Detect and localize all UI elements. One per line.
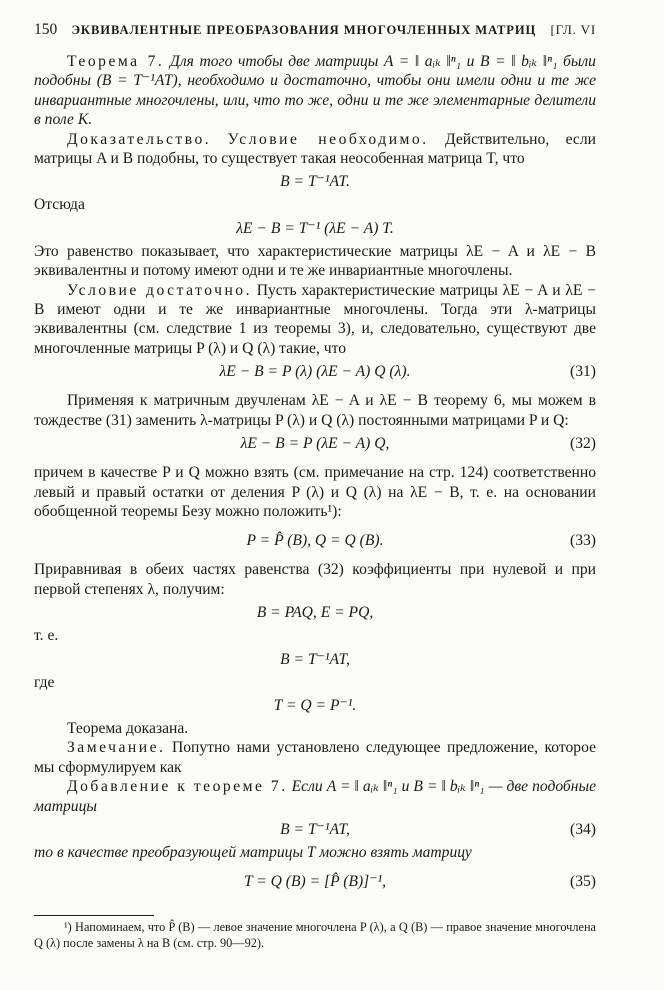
proof-paragraph-4: Применяя к матричным двучленам λE − A и λE − B теорему 6, мы можем в тождестве (31) заменить λ-матрицы P (λ) и Q (λ) постоянными матрицами P и Q: [34, 392, 596, 429]
book-page [34, 20, 596, 951]
footnote-rule [34, 915, 154, 916]
remark [34, 738, 596, 777]
equation-33: P = P̂ (B), Q = Q (B). (33) [34, 527, 596, 554]
proof-sufficiency [34, 281, 596, 359]
equation-te: B = T⁻¹AT, [280, 650, 350, 668]
equation-gde: T = Q = P⁻¹. [273, 696, 357, 714]
necessity-label: Условие необходимо. [227, 130, 429, 148]
addition-text-2: то в качестве преобразующей матрицы T можно взять матрицу [34, 843, 472, 861]
proof-paragraph-1: Действительно, если матрицы A и B подобны, то существует такая неособенная матрица T, что [34, 130, 596, 168]
equation-34: B = T⁻¹AT, (34) [34, 816, 596, 843]
proof-paragraph-5: причем в качестве P и Q можно взять (см. примечание на стр. 124) соответственно левый и правый остатки от деления P (λ) и Q (λ) на λE − B, т. е. на основании обобщенной теоремы Безу можно положить¹): [34, 464, 596, 520]
equation-32: λE − B = P (λE − A) Q, (32) [34, 430, 596, 457]
equation-number-33: (33) [570, 532, 596, 550]
te-text: т. е. [34, 627, 59, 645]
otsyuda-text: Отсюда [34, 196, 85, 214]
equation-similarity: B = T⁻¹AT. [280, 173, 350, 191]
equation-35: T = Q (B) = [P̂ (B)]⁻¹, (35) [34, 868, 596, 895]
equation-number-31: (31) [570, 363, 596, 381]
equation-number-35: (35) [570, 873, 596, 891]
equation-lambda: λE − B = T⁻¹ (λE − A) T. [236, 219, 394, 237]
remark-label: Замечание. [67, 739, 166, 757]
addition-text: Если A = ‖ aᵢₖ ‖ⁿ₁ и B = ‖ bᵢₖ ‖ⁿ₁ — две подобные матрицы [34, 778, 596, 815]
page-header [34, 20, 596, 42]
page-number: 150 [34, 21, 58, 38]
proof-paragraph-3: Пусть характеристические матрицы λE − A и λE − B имеют одни и те же инвариантные многочлены. Тогда эти λ-матрицы эквивалентны (см. следствие 1 из теоремы 3), и, следовательно, существуют две многочленные матрицы P (λ) и Q (λ) такие, что [34, 281, 596, 357]
theorem-7 [34, 52, 596, 130]
theorem-label: Теорема 7. [67, 53, 165, 70]
addition-to-theorem-7 [34, 777, 596, 816]
equation-31: λE − B = P (λ) (λE − A) Q (λ). (31) [34, 358, 596, 385]
proof-paragraph-2: Это равенство показывает, что характеристические матрицы λE − A и λE − B эквивалентны и потому имеют одни и те же инвариантные многочлены. [34, 242, 596, 280]
proof-paragraph-6: Приравнивая в обеих частях равенства (32) коэффициенты при нулевой и при первой степенях λ, получим: [34, 561, 596, 598]
equation-coefficients: B = PAQ, E = PQ, [256, 604, 374, 622]
chapter-label: [ГЛ. VI [550, 22, 596, 37]
remark-text: Попутно нами установлено следующее предложение, которое мы сформулируем как [34, 739, 596, 776]
equation-number-32: (32) [570, 435, 596, 453]
proof-necessity [34, 130, 596, 169]
theorem-text: Для того чтобы две матрицы A = ‖ aᵢₖ ‖ⁿ₁ и B = ‖ bᵢₖ ‖ⁿ₁ были подобны (B = T⁻¹AT), необходимо и достаточно, чтобы они имели одни и те же инвариантные многочлены, или, что то же, одни и те же элементарные делители в поле K. [34, 53, 596, 129]
sufficiency-label: Условие достаточно. [67, 281, 252, 299]
qed-text: Теорема доказана. [67, 719, 189, 737]
proof-label: Доказательство. [67, 130, 212, 148]
running-title: ЭКВИВАЛЕНТНЫЕ ПРЕОБРАЗОВАНИЯ МНОГОЧЛЕННЫХ МАТРИЦ [71, 23, 537, 37]
footnote: ¹) Напоминаем, что P̂ (B) — левое значение многочлена P (λ), а Q (B) — правое значение многочлена Q (λ) после замены λ на B (см. стр. 90—92). [34, 920, 596, 950]
equation-number-34: (34) [570, 820, 596, 838]
addition-label: Добавление к теореме 7. [67, 778, 288, 796]
gde-text: где [34, 673, 55, 691]
